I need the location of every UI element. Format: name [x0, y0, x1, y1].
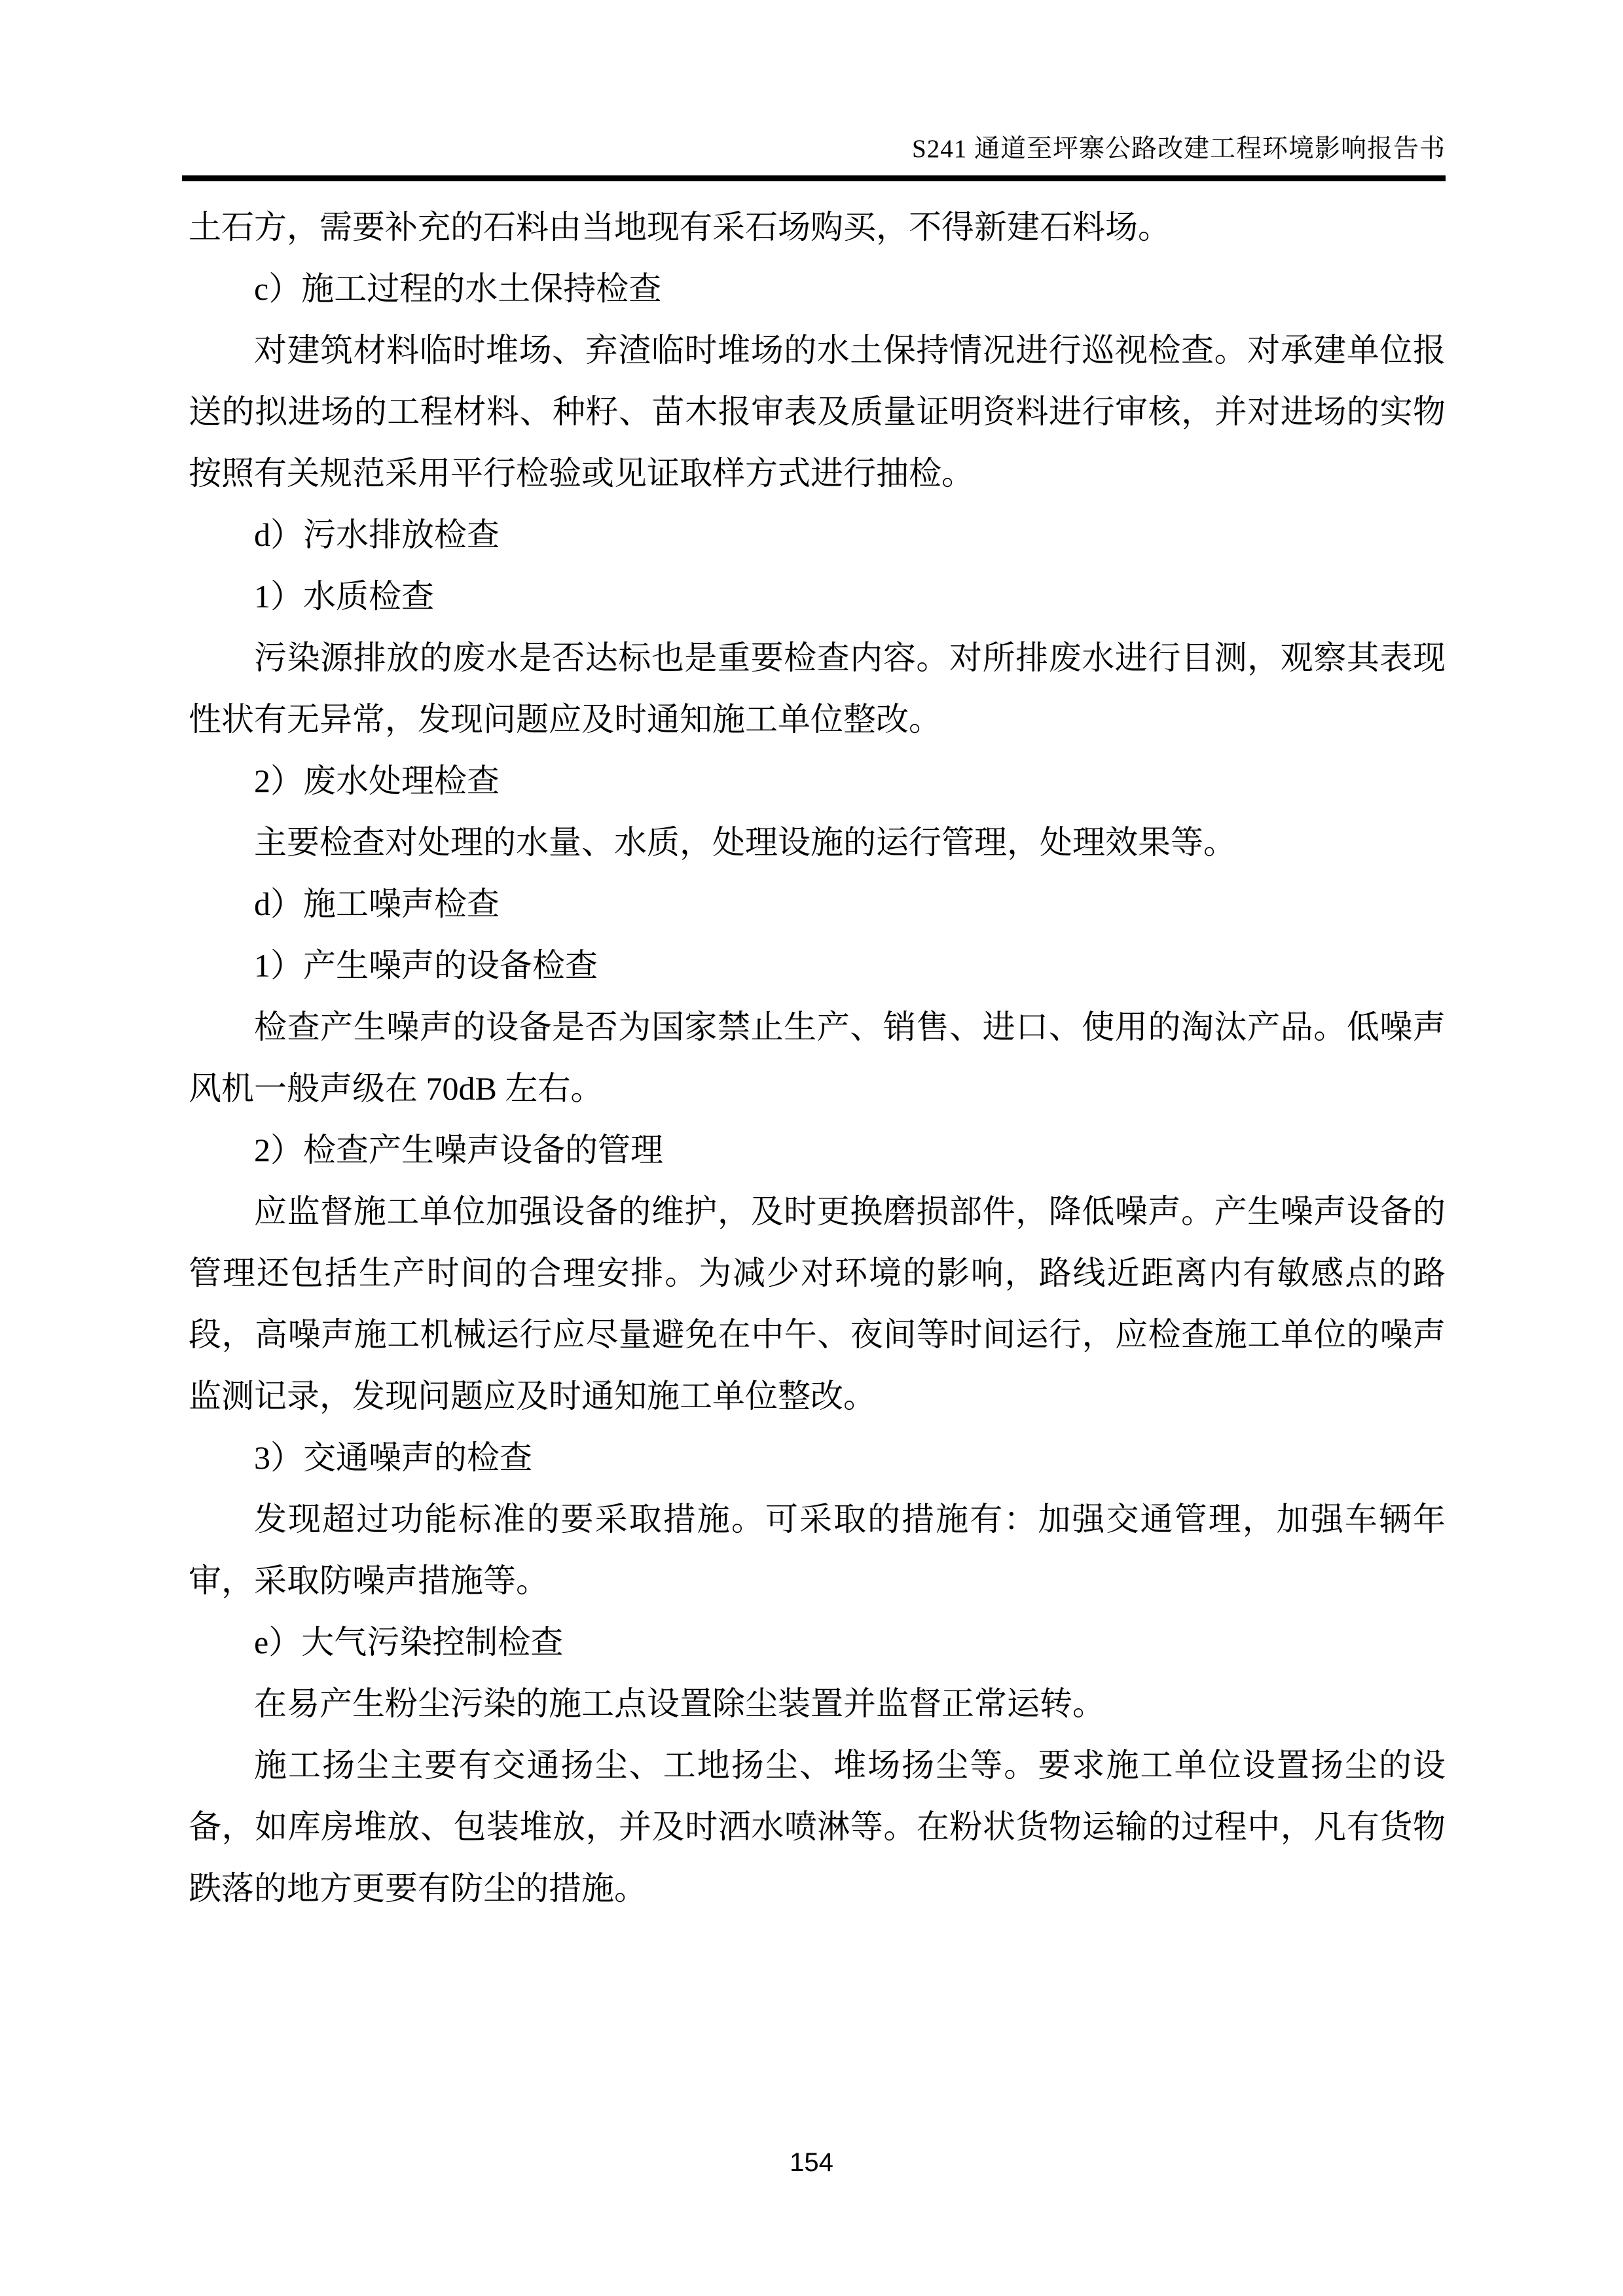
paragraph: d）施工噪声检查: [254, 886, 500, 922]
paragraph: 应监督施工单位加强设备的维护，及时更换磨损部件，降低噪声。产生噪声设备的管理还包括生产时间的合理安排。为减少对环境的影响，路线近距离内有敏感点的路段，高噪声施工机械运行应尽量避免在中午、夜间等时间运行，应检查施工单位的噪声监测记录，发现问题应及时通知施工单位整改。: [189, 1193, 1446, 1414]
page-number: 154: [790, 2148, 833, 2177]
paragraph: 发现超过功能标准的要采取措施。可采取的措施有：加强交通管理，加强车辆年审，采取防噪声措施等。: [189, 1501, 1446, 1599]
paragraph: 3）交通噪声的检查: [254, 1439, 532, 1476]
paragraph: e）大气污染控制检查: [254, 1624, 564, 1660]
paragraph: 1）产生噪声的设备检查: [254, 947, 598, 984]
paragraph: 施工扬尘主要有交通扬尘、工地扬尘、堆场扬尘等。要求施工单位设置扬尘的设备，如库房堆放、包装堆放，并及时洒水喷淋等。在粉状货物运输的过程中，凡有货物跌落的地方更要有防尘的措施。: [189, 1747, 1446, 1907]
header-title: S241 通道至坪寨公路改建工程环境影响报告书: [912, 135, 1446, 163]
paragraph: 2）废水处理检查: [254, 762, 500, 799]
document-body: [189, 196, 1446, 1919]
paragraph: d）污水排放检查: [254, 516, 500, 553]
paragraph: 主要检查对处理的水量、水质，处理设施的运行管理，处理效果等。: [254, 824, 1236, 861]
paragraph: 污染源排放的废水是否达标也是重要检查内容。对所排废水进行目测，观察其表现性状有无异常，发现问题应及时通知施工单位整改。: [189, 639, 1446, 738]
paragraph: 土石方，需要补充的石料由当地现有采石场购买，不得新建石料场。: [189, 209, 1171, 245]
paragraph: 在易产生粉尘污染的施工点设置除尘装置并监督正常运转。: [254, 1685, 1105, 1722]
paragraph: 对建筑材料临时堆场、弃渣临时堆场的水土保持情况进行巡视检查。对承建单位报送的拟进场的工程材料、种籽、苗木报审表及质量证明资料进行审核，并对进场的实物按照有关规范采用平行检验或见证取样方式进行抽检。: [189, 332, 1446, 492]
page-header: [182, 128, 1446, 181]
paragraph: 检查产生噪声的设备是否为国家禁止生产、销售、进口、使用的淘汰产品。低噪声风机一般声级在 70dB 左右。: [189, 1009, 1446, 1107]
paragraph: 2）检查产生噪声设备的管理: [254, 1132, 663, 1168]
page-footer: [0, 2148, 1623, 2178]
paragraph: c）施工过程的水土保持检查: [254, 270, 662, 307]
paragraph: 1）水质检查: [254, 578, 434, 615]
